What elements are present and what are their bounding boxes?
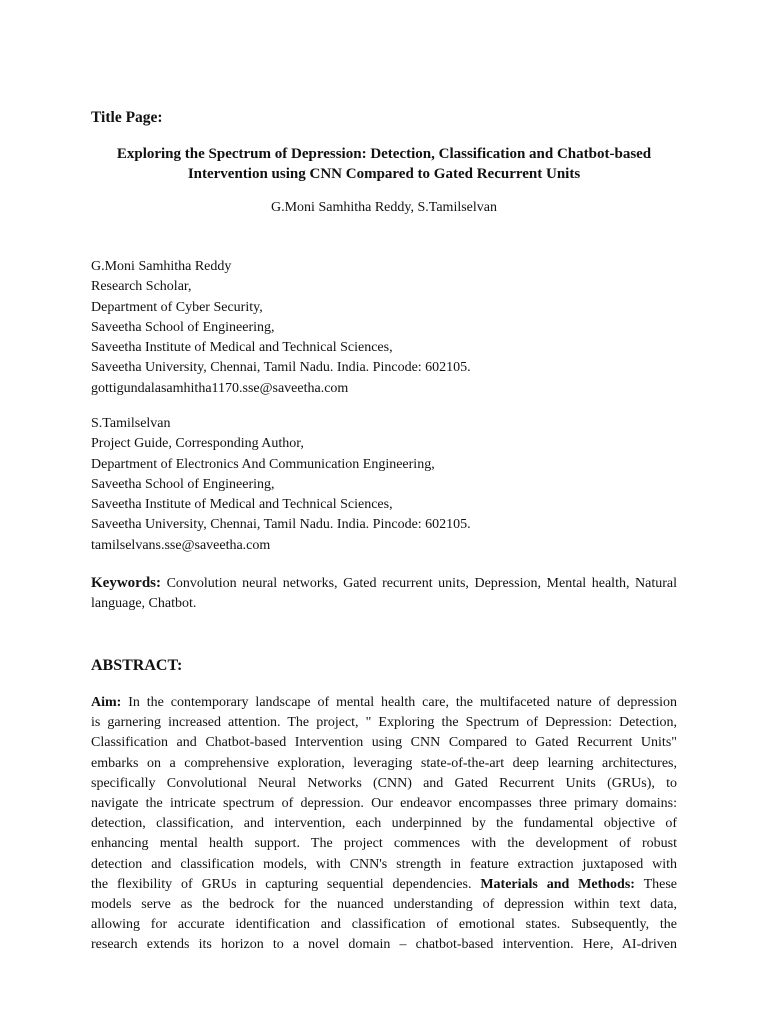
abstract-line: research extends its horizon to a novel domain – chatbot-based intervention. Here, AI-driven bbox=[91, 937, 677, 953]
abstract-line-text: In the contemporary landscape of mental health care, the multifaceted nature of depression bbox=[128, 695, 678, 710]
abstract-line: is garnering increased attention. The project, " Exploring the Spectrum of Depression: Detection, bbox=[91, 715, 677, 731]
author1-school: Saveetha School of Engineering, bbox=[91, 319, 275, 335]
paper-title-line: Intervention using CNN Compared to Gated Recurrent Units bbox=[187, 166, 581, 182]
abstract-line: specifically Convolutional Neural Networks (CNN) and Gated Recurrent Units (GRUs), to bbox=[91, 775, 677, 791]
author1-department: Department of Cyber Security, bbox=[91, 299, 263, 315]
abstract-line: enhancing mental health support. The project commences with the development of robust bbox=[91, 836, 677, 852]
keywords-paragraph bbox=[91, 573, 677, 614]
abstract-line: embarks on a comprehensive exploration, leveraging state-of-the-art deep learning architectures, bbox=[91, 755, 677, 771]
author2-email: tamilselvans.sse@saveetha.com bbox=[91, 537, 271, 553]
abstract-line: detection, classification, and intervention, each underpinned by the fundamental objective of bbox=[91, 816, 677, 832]
abstract-heading: ABSTRACT: bbox=[91, 657, 183, 674]
author1-address: Saveetha University, Chennai, Tamil Nadu. India. Pincode: 602105. bbox=[91, 360, 471, 376]
abstract-line: allowing for accurate identification and classification of emotional states. Subsequently, the bbox=[91, 917, 677, 933]
abstract-line: detection and classification models, with CNN's strength in feature extraction juxtaposed with bbox=[91, 856, 677, 872]
author1-email: gottigundalasamhitha1170.sse@saveetha.com bbox=[91, 380, 349, 396]
abstract-line: models serve as the bedrock for the nuanced understanding of depression within text data, bbox=[91, 897, 677, 913]
aim-label: Aim: bbox=[91, 695, 122, 710]
title-page-label: Title Page: bbox=[91, 109, 163, 126]
abstract-line bbox=[91, 875, 677, 895]
methods-label: Materials and Methods: bbox=[480, 876, 635, 892]
keywords-label: Keywords: bbox=[91, 575, 161, 591]
author1-institute: Saveetha Institute of Medical and Technical Sciences, bbox=[91, 340, 393, 356]
author1-name: G.Moni Samhitha Reddy bbox=[91, 259, 232, 274]
paper-title bbox=[60, 144, 708, 184]
abstract-line: Classification and Chatbot-based Intervention using CNN Compared to Gated Recurrent Units" bbox=[91, 735, 677, 751]
author2-school: Saveetha School of Engineering, bbox=[91, 476, 275, 492]
abstract-line: navigate the intricate spectrum of depression. Our endeavor encompasses three primary domains: bbox=[91, 796, 677, 812]
author1-role: Research Scholar, bbox=[91, 279, 192, 295]
abstract-paragraph bbox=[91, 693, 677, 956]
keywords-text: Convolution neural networks, Gated recurrent units, Depression, Mental health, Natural language, Chatbot. bbox=[91, 576, 678, 611]
author2-department: Department of Electronics And Communication Engineering, bbox=[91, 456, 435, 472]
paper-title-line: Exploring the Spectrum of Depression: Detection, Classification and Chatbot-based bbox=[116, 146, 652, 162]
author2-affiliation bbox=[91, 414, 691, 556]
author2-role: Project Guide, Corresponding Author, bbox=[91, 436, 304, 452]
author1-affiliation bbox=[91, 257, 691, 399]
author2-institute: Saveetha Institute of Medical and Technical Sciences, bbox=[91, 497, 393, 513]
abstract-line bbox=[91, 693, 677, 713]
author2-name: S.Tamilselvan bbox=[91, 416, 171, 431]
abstract-line-text: These bbox=[643, 876, 678, 892]
authors-line: G.Moni Samhitha Reddy, S.Tamilselvan bbox=[271, 200, 497, 215]
abstract-line-text: the flexibility of GRUs in capturing sequential dependencies. bbox=[91, 876, 472, 892]
author2-address: Saveetha University, Chennai, Tamil Nadu. India. Pincode: 602105. bbox=[91, 517, 471, 533]
